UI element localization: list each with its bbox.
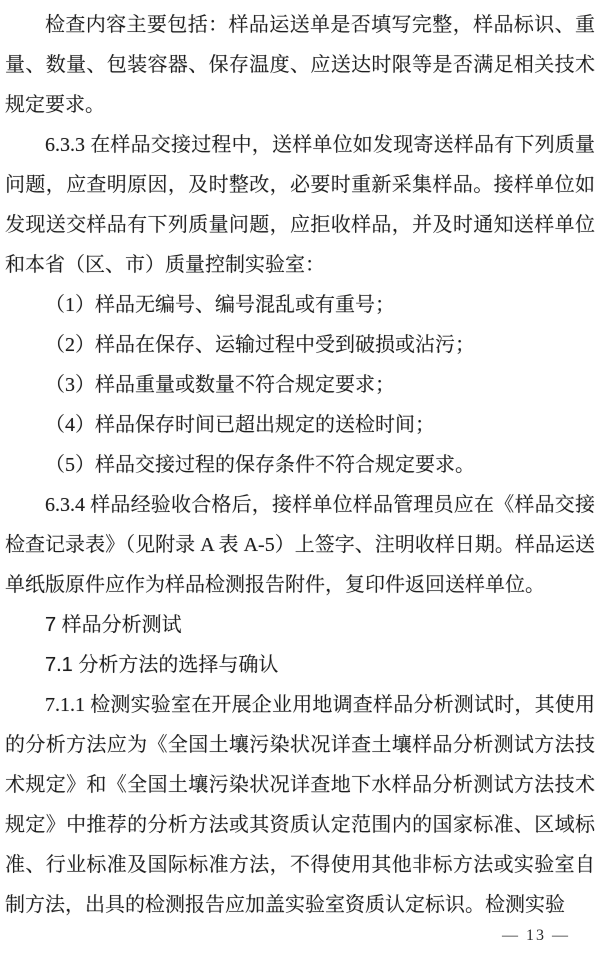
list-item-5: （5）样品交接过程的保存条件不符合规定要求。: [45, 454, 475, 476]
list-item-3: （3）样品重量或数量不符合规定要求；: [45, 374, 395, 396]
paragraph-6-3-3: 6.3.3 在样品交接过程中，送样单位如发现寄送样品有下列质量问题，应查明原因，及时整改，必要时重新采集样品。接样单位如发现送交样品有下列质量问题，应拒收样品，并及时通知送样单位和本省（区、市）质量控制实验室：: [5, 134, 595, 276]
page-number: — 13 —: [502, 927, 570, 944]
list-item-2: （2）样品在保存、运输过程中受到破损或沾污；: [45, 334, 475, 356]
heading-section-7: 7 样品分析测试: [45, 614, 182, 636]
list-item-1: （1）样品无编号、编号混乱或有重号；: [45, 294, 395, 316]
paragraph-inspection-content: 检查内容主要包括：样品运送单是否填写完整，样品标识、重量、数量、包装容器、保存温度、应送达时限等是否满足相关技术规定要求。: [5, 14, 595, 116]
paragraph-7-1-1: 7.1.1 检测实验室在开展企业用地调查样品分析测试时，其使用的分析方法应为《全国土壤污染状况详查土壤样品分析测试方法技术规定》和《全国土壤污染状况详查地下水样品分析测试方法技术规定》中推荐的分析方法或其资质认定范围内的国家标准、区域标准、行业标准及国际标准方法，不得使用其他非标方法或实验室自制方法，出具的检测报告应加盖实验室资质认定标识。检测实验: [5, 694, 595, 916]
heading-section-7-1: 7.1 分析方法的选择与确认: [45, 654, 279, 676]
paragraph-6-3-4: 6.3.4 样品经验收合格后，接样单位样品管理员应在《样品交接检查记录表》（见附录 A 表 A-5）上签字、注明收样日期。样品运送单纸版原件应作为样品检测报告附件，复印件返回送样单位。: [5, 494, 595, 596]
list-item-4: （4）样品保存时间已超出规定的送检时间；: [45, 414, 435, 436]
document-page: [5, 5, 595, 925]
